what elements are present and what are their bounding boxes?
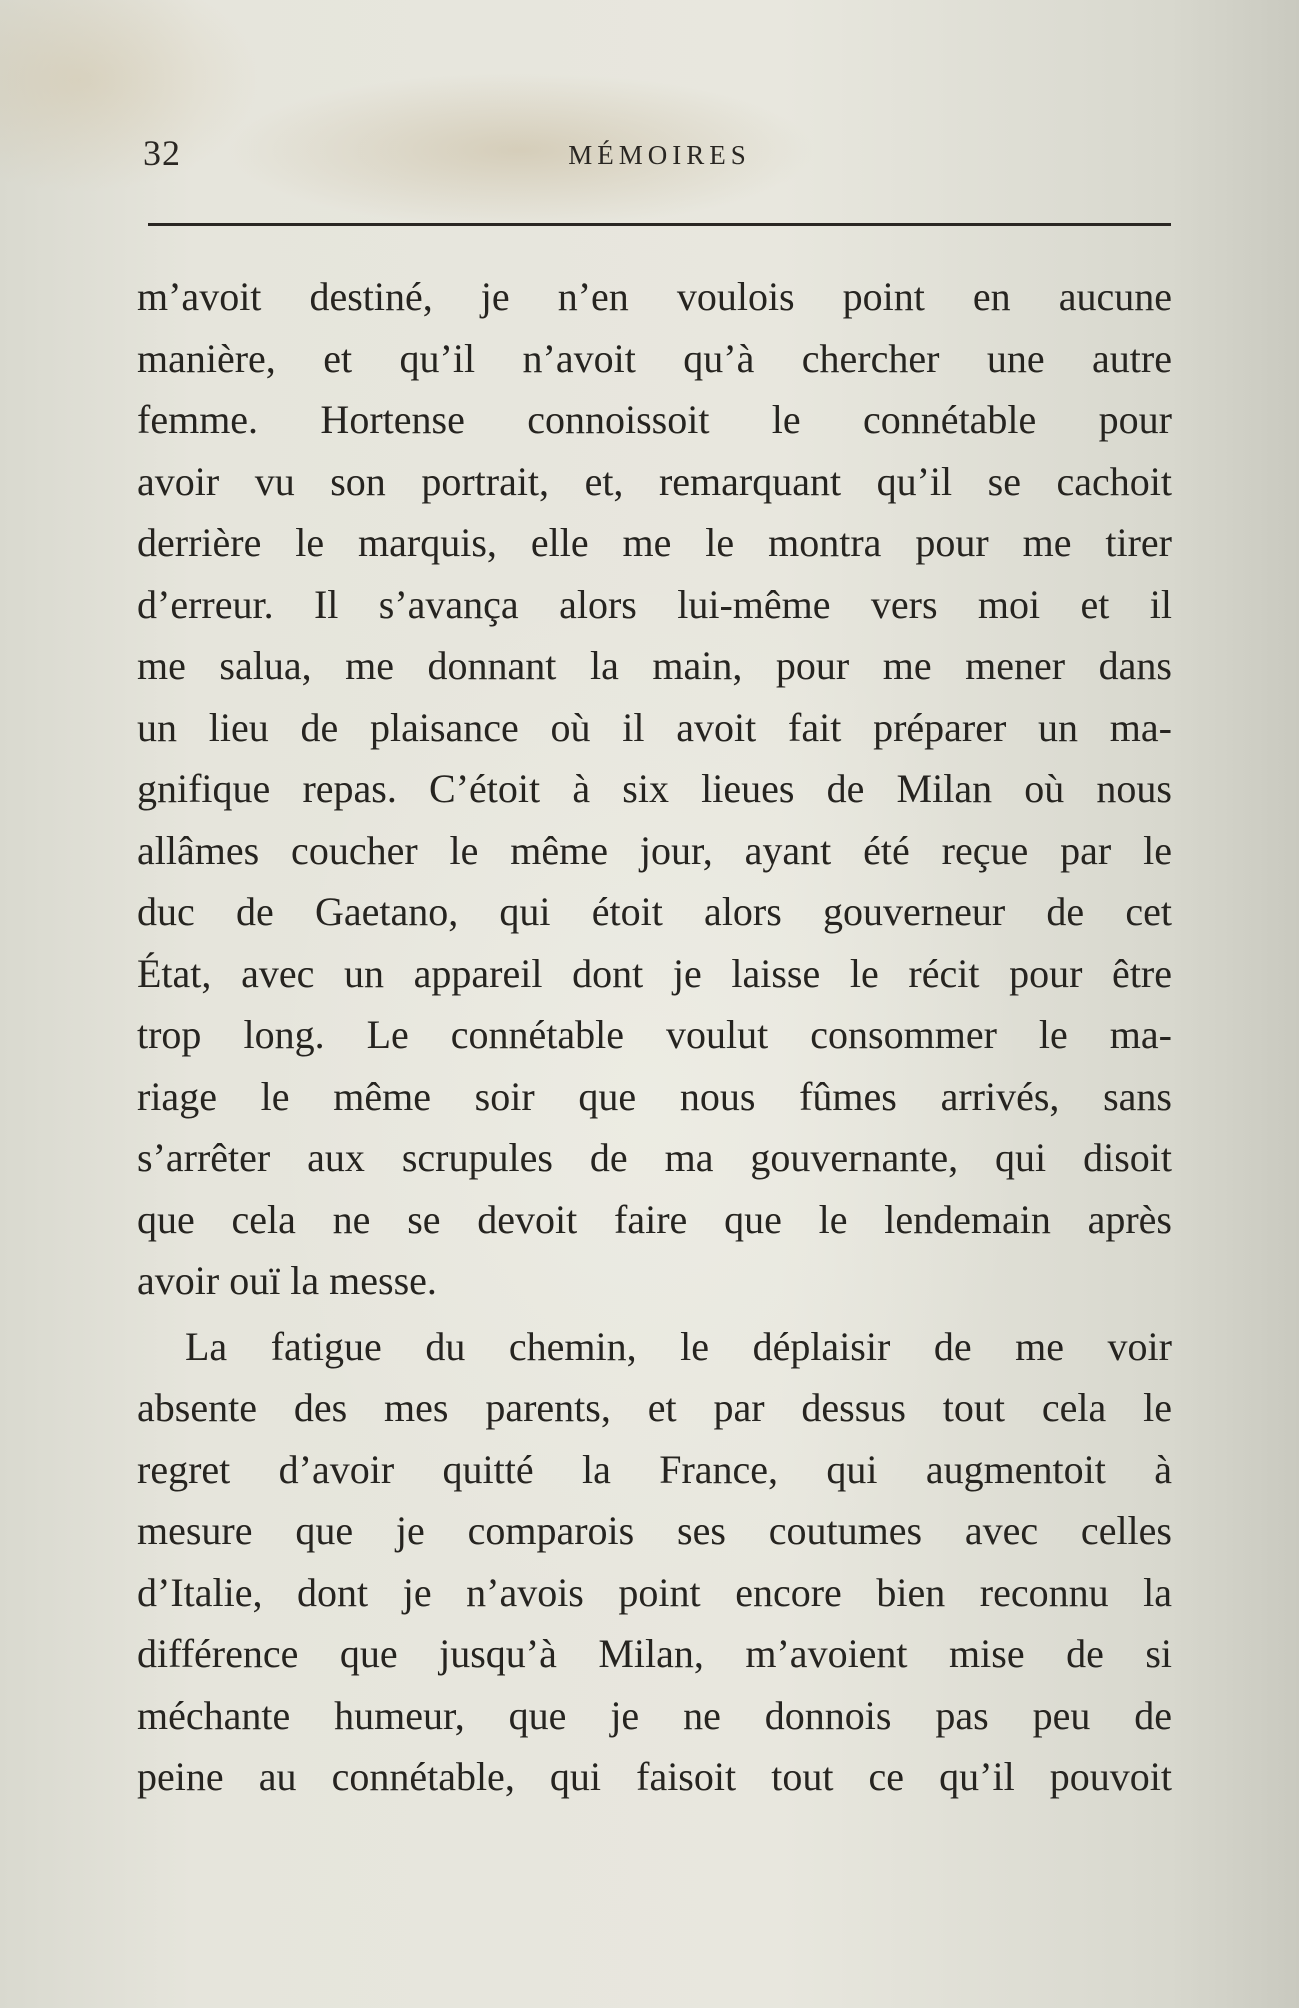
- text-line: avoir vu son portrait, et, remarquant qu’il se cachoit: [137, 458, 1172, 504]
- text-line: d’erreur. Il s’avança alors lui-même vers moi et il: [137, 581, 1172, 627]
- body-text: [137, 266, 1172, 1808]
- text-line: différence que jusqu’à Milan, m’avoient mise de si: [137, 1631, 1172, 1676]
- text-line: duc de Gaetano, qui étoit alors gouverneur de cet: [137, 889, 1172, 934]
- text-line: regret d’avoir quitté la France, qui augmentoit à: [137, 1446, 1172, 1492]
- text-line: gnifique repas. C’étoit à six lieues de Milan où nous: [137, 766, 1172, 811]
- text-line: riage le même soir que nous fûmes arrivés, sans: [137, 1073, 1172, 1119]
- text-line: peine au connétable, qui faisoit tout ce qu’il pouvoit: [137, 1754, 1172, 1799]
- text-line: La fatigue du chemin, le déplaisir de me voir: [185, 1323, 1172, 1369]
- text-line: mesure que je comparois ses coutumes avec celles: [137, 1508, 1172, 1553]
- paragraph-1: [137, 266, 1172, 1312]
- running-title: MÉMOIRES: [568, 140, 751, 170]
- header-rule: [148, 223, 1171, 226]
- text-line: trop long. Le connétable voulut consommer le ma-: [137, 1012, 1172, 1057]
- paragraph-2: [137, 1316, 1172, 1808]
- text-line: me salua, me donnant la main, pour me mener dans: [137, 643, 1172, 688]
- page-header: [0, 0, 1299, 240]
- text-line: derrière le marquis, elle me le montra pour me tirer: [137, 520, 1172, 565]
- text-line: avoir ouï la messe.: [137, 1258, 437, 1303]
- text-line: manière, et qu’il n’avoit qu’à chercher une autre: [137, 335, 1172, 381]
- text-line: d’Italie, dont je n’avois point encore bien reconnu la: [137, 1569, 1172, 1615]
- text-line: s’arrêter aux scrupules de ma gouvernante, qui disoit: [137, 1135, 1172, 1180]
- page-number: 32: [143, 133, 181, 173]
- text-line: absente des mes parents, et par dessus tout cela le: [137, 1385, 1172, 1430]
- text-line: État, avec un appareil dont je laisse le récit pour être: [137, 950, 1172, 996]
- text-line: méchante humeur, que je ne donnois pas peu de: [137, 1692, 1172, 1738]
- text-line: m’avoit destiné, je n’en voulois point en aucune: [137, 274, 1172, 319]
- text-line: que cela ne se devoit faire que le lendemain après: [137, 1196, 1172, 1242]
- text-line: femme. Hortense connoissoit le connétable pour: [137, 397, 1172, 442]
- text-line: un lieu de plaisance où il avoit fait préparer un ma-: [137, 704, 1172, 750]
- text-line: allâmes coucher le même jour, ayant été reçue par le: [137, 827, 1172, 873]
